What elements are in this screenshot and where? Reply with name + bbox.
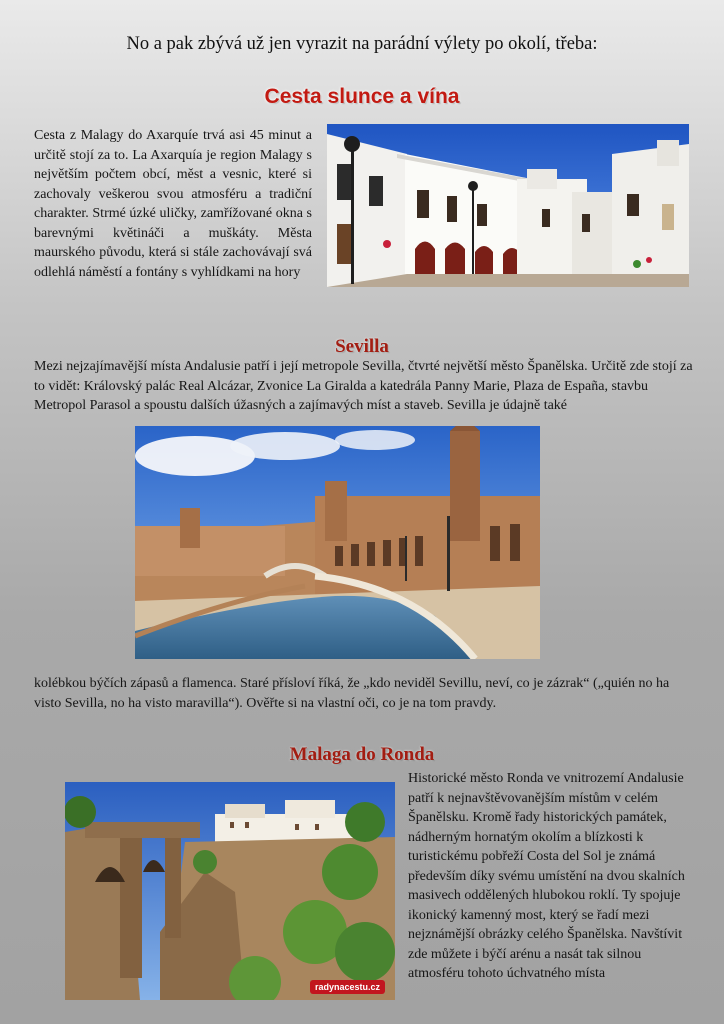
photo-ronda-bridge	[65, 782, 395, 1000]
heading-malaga-do-ronda: Malaga do Ronda	[289, 744, 435, 765]
section3-text: Historické město Ronda ve vnitrozemí Andalusie patří k nejnavštěvovanějším místům v celém Španělsku. Kromě řady historických památek, nádherným hornatým okolím a blízkosti k turistickému pobřeží Costa del Sol je známá především díky svému umístění na dvou skalních masivech oddělených hlubokou roklí. Ty spojuje ikonický kamenný most, který se řadí mezi nejznámější obrázky celého Španělska. Navštívit zde můžete i býčí arénu a nasát tak silnou atmosféru tohoto úchvatného místa	[408, 771, 685, 981]
section2-text-top: Mezi nejzajímavější místa Andalusie patří i její metropole Sevilla, čtvrté největší město Španělska. Určitě zde stojí za to vidět: Královský palác Real Alcázar, Zvonice La Giralda a katedrála Panny Marie, Plaza de España, stavbu Metropol Parasol a spoustu dalších úžasných a zajímavých míst a staveb. Sevilla je údajně také	[34, 359, 693, 413]
section2-text-bottom: kolébkou býčích zápasů a flamenca. Staré přísloví říká, že „kdo neviděl Sevillu, neví, co je zázrak“ („quién no ha visto Sevilla, no ha visto maravilla“). Ověřte si na vlastní oči, co je na tom pravdy.	[34, 676, 670, 711]
photo-plaza-de-espana	[135, 426, 540, 659]
heading-sevilla: Sevilla	[335, 336, 389, 357]
watermark-badge: radynacestu.cz	[310, 980, 385, 994]
intro-text: No a pak zbývá už jen vyrazit na parádní výlety po okolí, třeba:	[126, 34, 598, 54]
photo-white-village	[327, 124, 689, 287]
section1-text: Cesta z Malagy do Axarquíe trvá asi 45 minut a určitě stojí za to. La Axarquía je region Malagy s největším počtem obcí, měst a vesnic, které si zachovaly veškerou svou atmosféru a tradiční charakter. Strmé úzké uličky, zamřížované okna s barevnými květináči a muškáty. Města maurského původu, která si stále zachovávají svá odlehlá náměstí a fontány s vyhlídkami na hory	[34, 128, 312, 280]
heading-cesta-slunce: Cesta slunce a vína	[264, 85, 460, 108]
